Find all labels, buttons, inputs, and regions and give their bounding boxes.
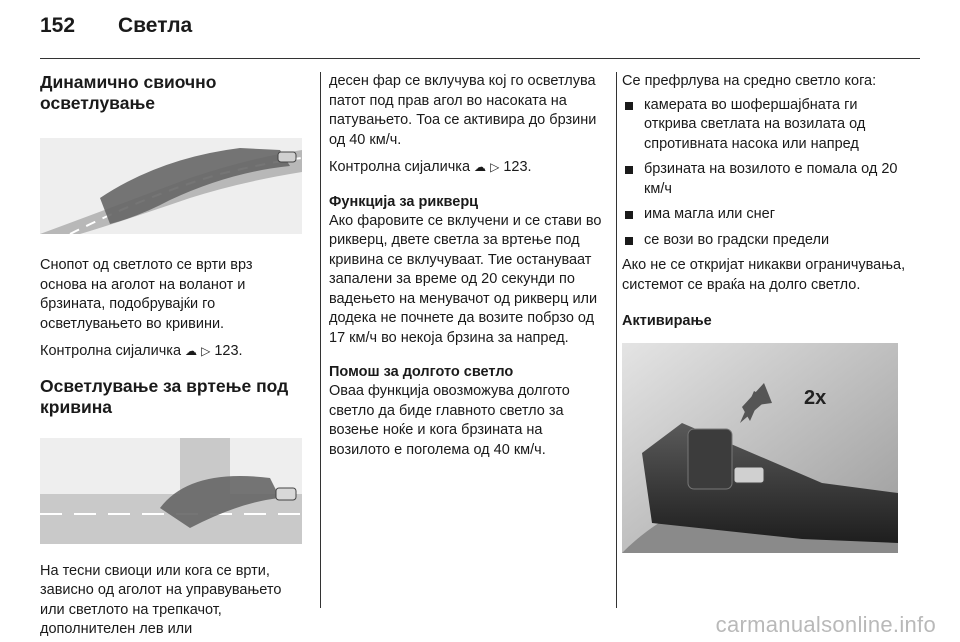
heading-reverse-function: Функција за рикверц (329, 193, 479, 210)
list-item: камерата во шофершајбната ги открива светлата на возилата од спротивната насока или напред (622, 96, 912, 155)
page-reference-icon: ▷ (490, 160, 500, 174)
intersection-illustration (40, 438, 302, 544)
conditions-list (622, 96, 912, 251)
page-number: 152 (40, 14, 76, 37)
column-2 (329, 72, 604, 460)
paragraph-reverse-function: Ако фаровите се вклучени и се стави во рикверц, двете светла за вртење под кривина се вклучуваат. Тие остануваат запалени за време од 20 секунди по вадењето на менувачот од рикверц или додека не почнете да возите побрзо од 17 км/ч во некоја брзина за напред. (329, 212, 602, 346)
heading-high-beam-assist: Помош за долгото светло (329, 364, 514, 380)
paragraph-cornering-continued: десен фар се вклучува кој го осветлува патот под прав агол во насоката на патувањето. Тоа се активира до брзини од 40 км/ч. (329, 73, 597, 148)
column-divider-2 (616, 72, 617, 608)
column-1 (40, 72, 302, 640)
heading-cornering-light: Осветлување за вртење под кривина (40, 375, 289, 417)
column-3 (622, 72, 912, 553)
figure-cornering-light (40, 438, 302, 544)
header-rule (40, 58, 920, 59)
list-item: се вози во градски предели (622, 231, 912, 251)
list-item: брзината на возилото е помала од 20 км/ч (622, 160, 912, 199)
figure-dynamic-beam (40, 138, 302, 234)
page-header (40, 14, 192, 38)
paragraph-cornering-light: На тесни свиоци или кога се врти, зависно од аголот на управувањето или светлото на трепкачот, дополнителен лев или (40, 562, 282, 637)
heading-dynamic-lighting: Динамично свиочно осветлување (40, 72, 217, 113)
heading-activation: Активирање (622, 313, 712, 329)
section-title: Светла (118, 14, 193, 37)
paragraph-switch-to-low: Се префрлува на средно светло кога: (622, 73, 877, 89)
paragraph-dynamic-lighting: Снопот од светлото се врти врз основа на аголот на воланот и брзината, подобрувајќи го осветлувањето во кривини. (40, 257, 253, 332)
light-stalk-illustration (622, 343, 898, 553)
reference-control-lamp-2: Контролна сијаличка ☁ ▷ 123. (329, 159, 532, 175)
reference-control-lamp-1: Контролна сијаличка ☁ ▷ 123. (40, 343, 243, 359)
headlamp-icon: ☁ (474, 160, 487, 174)
photo-label-2x: 2x (804, 387, 827, 409)
photo-stalk (622, 343, 898, 553)
paragraph-high-beam-assist: Оваа функција овозможува долгото светло да биде главното светло за возење ноќе и кога брзината на возилото е поголема од 40 км/ч. (329, 383, 570, 458)
paragraph-returns-to-high: Ако не се откријат никакви ограничувања, системот се враќа на долго светло. (622, 257, 906, 293)
headlamp-icon: ☁ (185, 344, 198, 358)
page-reference-icon: ▷ (201, 344, 211, 358)
road-illustration (40, 138, 302, 234)
list-item: има магла или снег (622, 205, 912, 225)
watermark: carmanualsonline.info (715, 612, 936, 637)
column-divider-1 (320, 72, 321, 608)
